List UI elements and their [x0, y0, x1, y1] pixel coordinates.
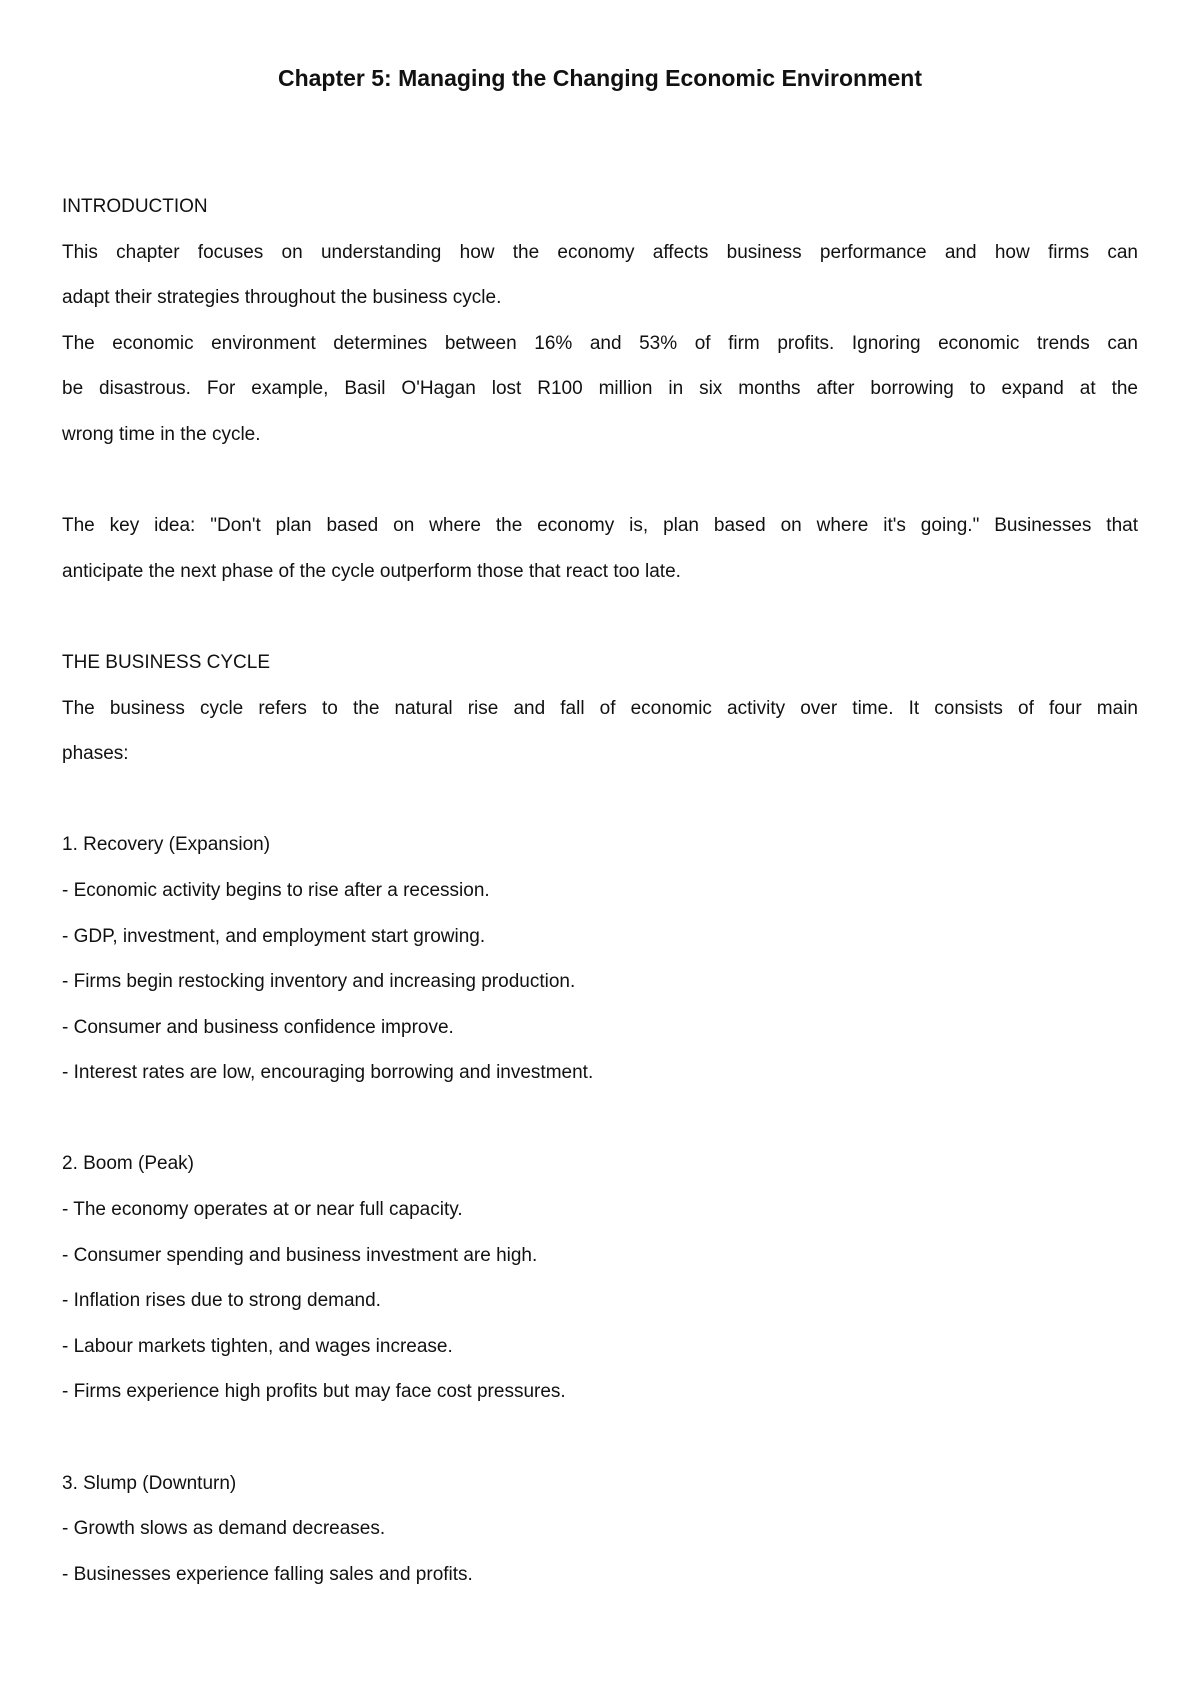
- paragraph-line: phases:: [62, 743, 129, 765]
- list-item: - GDP, investment, and employment start growing.: [62, 925, 486, 947]
- spacer: [62, 1415, 1138, 1461]
- paragraph-line: The business cycle refers to the natural rise and fall of economic activity over time. It consists of four main: [62, 697, 1138, 719]
- paragraph-line: anticipate the next phase of the cycle outperform those that react too late.: [62, 560, 681, 582]
- list-item: - Consumer spending and business investment are high.: [62, 1244, 538, 1266]
- section-heading-business-cycle: THE BUSINESS CYCLE: [62, 651, 270, 673]
- spacer: [62, 777, 1138, 823]
- paragraph-line: This chapter focuses on understanding how the economy affects business performance and how firms can: [62, 241, 1138, 263]
- list-item: - Consumer and business confidence improve.: [62, 1016, 454, 1038]
- page-title: Chapter 5: Managing the Changing Economic Environment: [277, 65, 923, 91]
- paragraph-line: wrong time in the cycle.: [62, 423, 261, 445]
- phase-heading: 1. Recovery (Expansion): [62, 834, 271, 856]
- section-heading-introduction: INTRODUCTION: [62, 196, 208, 217]
- paragraph-line: adapt their strategies throughout the business cycle.: [62, 287, 502, 309]
- list-item: - Labour markets tighten, and wages increase.: [62, 1335, 453, 1357]
- spacer: [62, 1096, 1138, 1142]
- paragraph-line: The key idea: "Don't plan based on where the economy is, plan based on where it's going." Businesses that: [62, 515, 1138, 537]
- list-item: - Economic activity begins to rise after a recession.: [62, 879, 490, 901]
- list-item: - Firms begin restocking inventory and increasing production.: [62, 971, 576, 993]
- list-item: - Interest rates are low, encouraging borrowing and investment.: [62, 1062, 594, 1084]
- list-item: - Inflation rises due to strong demand.: [62, 1290, 381, 1312]
- list-item: - The economy operates at or near full capacity.: [62, 1199, 463, 1221]
- document-body: [62, 184, 1138, 1597]
- paragraph-line: The economic environment determines between 16% and 53% of firm profits. Ignoring economic trends can: [62, 332, 1138, 354]
- spacer: [62, 458, 1138, 504]
- phase-heading: 2. Boom (Peak): [62, 1153, 194, 1175]
- list-item: - Businesses experience falling sales and profits.: [62, 1563, 473, 1585]
- phase-heading: 3. Slump (Downturn): [62, 1472, 237, 1494]
- list-item: - Firms experience high profits but may face cost pressures.: [62, 1381, 566, 1403]
- spacer: [62, 594, 1138, 640]
- list-item: - Growth slows as demand decreases.: [62, 1518, 386, 1540]
- paragraph-line: be disastrous. For example, Basil O'Hagan lost R100 million in six months after borrowing to expand at the: [62, 378, 1138, 400]
